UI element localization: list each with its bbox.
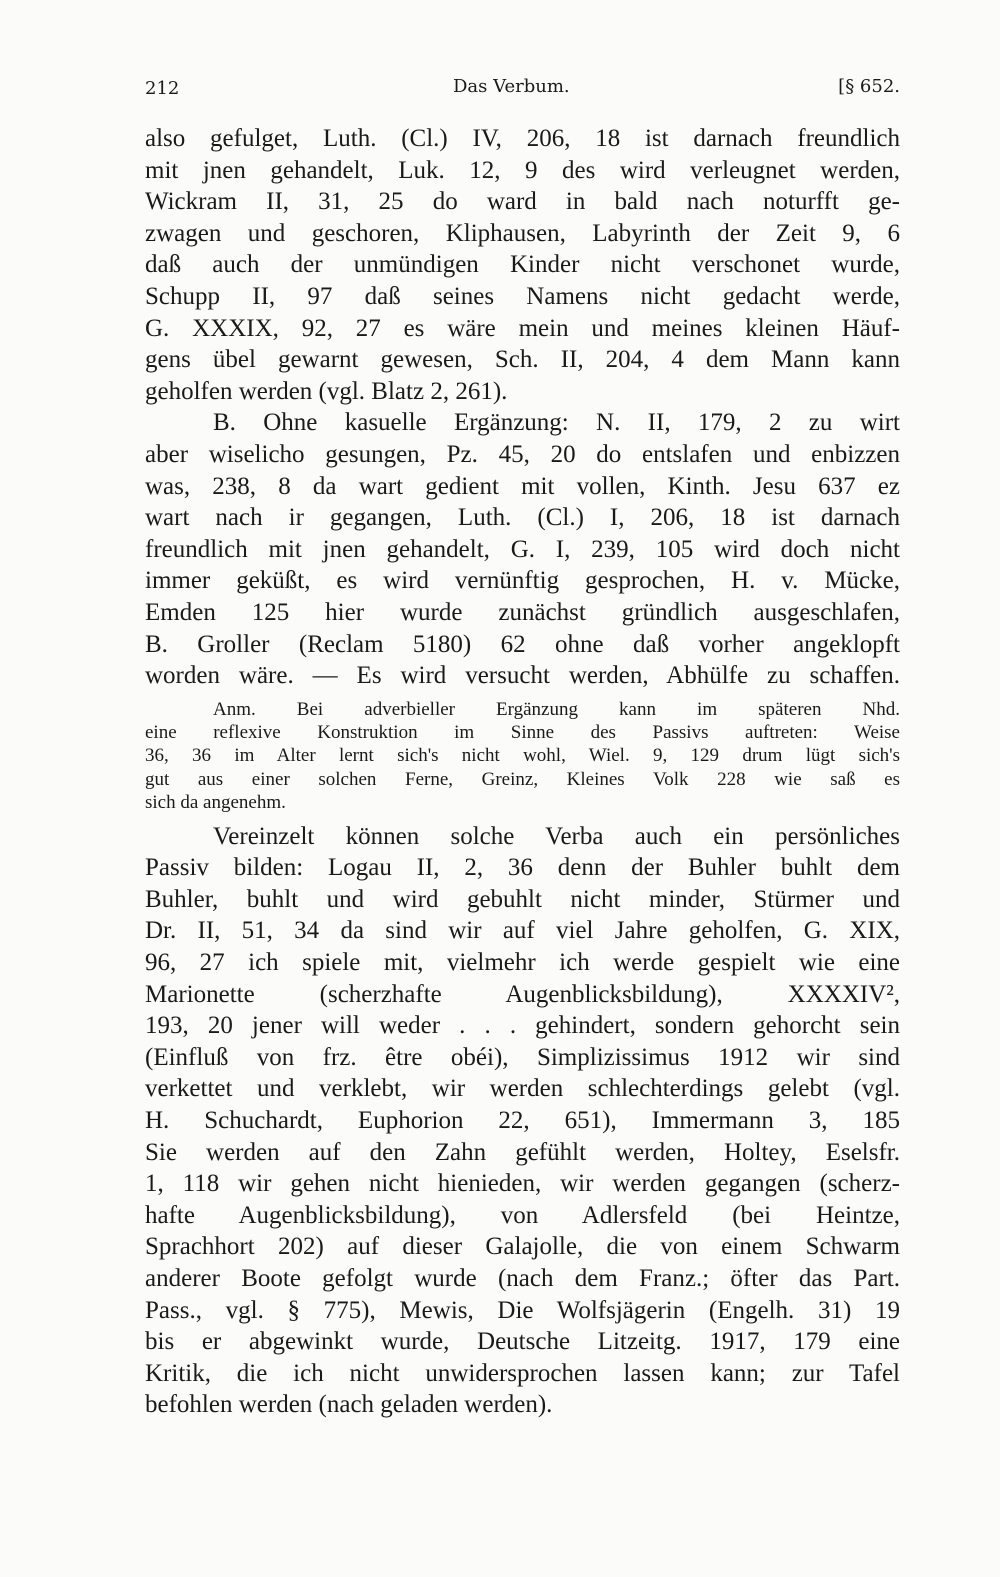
text-line: 96, 27 ich spiele mit, vielmehr ich werde gespielt wie eine — [145, 949, 900, 977]
text-line: Passiv bilden: Logau II, 2, 36 denn der Buhler buhlt dem — [145, 854, 900, 882]
text-line: Buhler, buhlt und wird gebuhlt nicht minder, Stürmer und — [145, 885, 900, 913]
text-line: mit jnen gehandelt, Luk. 12, 9 des wird verleugnet werden, — [145, 156, 900, 184]
note-line: gut aus einer solchen Ferne, Greinz, Kleines Volk 228 wie saß es — [145, 768, 900, 790]
text-line: 1, 118 wir gehen nicht hienieden, wir werden gegangen (scherz- — [145, 1170, 900, 1198]
text-line: befohlen werden (nach geladen werden). — [145, 1391, 553, 1419]
text-line: verkettet und verklebt, wir werden schlechterdings gelebt (vgl. — [145, 1075, 900, 1103]
text-line: 193, 20 jener will weder . . . gehindert, sondern gehorcht sein — [145, 1012, 900, 1040]
text-line: Wickram II, 31, 25 do ward in bald nach noturfft ge- — [145, 188, 900, 216]
text-line: hafte Augenblicksbildung), von Adlersfeld (bei Heintze, — [145, 1201, 900, 1229]
text-line: B. Ohne kasuelle Ergänzung: N. II, 179, 2 zu wirt — [213, 409, 900, 437]
running-title: Das Verbum. — [453, 76, 570, 97]
text-line: anderer Boote gefolgt wurde (nach dem Franz.; öfter das Part. — [145, 1264, 900, 1292]
text-line: wart nach ir gegangen, Luth. (Cl.) I, 206, 18 ist darnach — [145, 504, 900, 532]
text-line: aber wiselicho gesungen, Pz. 45, 20 do entslafen und enbizzen — [145, 440, 900, 468]
text-line: worden wäre. — Es wird versucht werden, Abhülfe zu schaffen. — [145, 662, 900, 690]
text-line: bis er abgewinkt wurde, Deutsche Litzeitg. 1917, 179 eine — [145, 1328, 900, 1356]
text-line: immer geküßt, es wird vernünftig gesprochen, H. v. Mücke, — [145, 567, 900, 595]
text-line: freundlich mit jnen gehandelt, G. I, 239, 105 wird doch nicht — [145, 535, 900, 563]
note-line: 36, 36 im Alter lernt sich's nicht wohl, Wiel. 9, 129 drum lügt sich's — [145, 745, 900, 767]
section-reference: [§ 652. — [838, 76, 900, 97]
text-line: gens übel gewarnt gewesen, Sch. II, 204, 4 dem Mann kann — [145, 346, 900, 374]
note-line: sich da angenehm. — [145, 792, 286, 814]
page-number: 212 — [145, 78, 180, 99]
note-line: eine reflexive Konstruktion im Sinne des Passivs auftreten: Weise — [145, 722, 900, 744]
text-line: G. XXXIX, 92, 27 es wäre mein und meines kleinen Häuf- — [145, 314, 900, 342]
text-line: Dr. II, 51, 34 da sind wir auf viel Jahre geholfen, G. XIX, — [145, 917, 900, 945]
text-line: geholfen werden (vgl. Blatz 2, 261). — [145, 377, 508, 405]
text-line: was, 238, 8 da wart gedient mit vollen, Kinth. Jesu 637 ez — [145, 472, 900, 500]
text-line: zwagen und geschoren, Kliphausen, Labyrinth der Zeit 9, 6 — [145, 219, 900, 247]
text-line: Emden 125 hier wurde zunächst gründlich ausgeschlafen, — [145, 598, 900, 626]
text-line: Kritik, die ich nicht unwidersprochen lassen kann; zur Tafel — [145, 1359, 900, 1387]
text-line: Schupp II, 97 daß seines Namens nicht gedacht werde, — [145, 282, 900, 310]
text-line: Marionette (scherzhafte Augenblicksbildung), XXXXIV², — [145, 980, 900, 1008]
text-line: Sie werden auf den Zahn gefühlt werden, Holtey, Eselsfr. — [145, 1138, 900, 1166]
text-line: Sprachhort 202) auf dieser Galajolle, die von einem Schwarm — [145, 1233, 900, 1261]
page-header — [145, 70, 900, 104]
text-line: B. Groller (Reclam 5180) 62 ohne daß vorher angeklopft — [145, 630, 900, 658]
text-line: Vereinzelt können solche Verba auch ein persönliches — [213, 822, 900, 850]
text-line: H. Schuchardt, Euphorion 22, 651), Immermann 3, 185 — [145, 1106, 900, 1134]
text-line: daß auch der unmündigen Kinder nicht verschonet wurde, — [145, 251, 900, 279]
text-line: also gefulget, Luth. (Cl.) IV, 206, 18 ist darnach freundlich — [145, 125, 900, 152]
text-line: (Einfluß von frz. être obéi), Simplizissimus 1912 wir sind — [145, 1043, 900, 1071]
text-line: Pass., vgl. § 775), Mewis, Die Wolfsjägerin (Engelh. 31) 19 — [145, 1296, 900, 1324]
note-line: Anm. Bei adverbieller Ergänzung kann im späteren Nhd. — [213, 698, 900, 720]
page-body — [145, 123, 900, 1421]
